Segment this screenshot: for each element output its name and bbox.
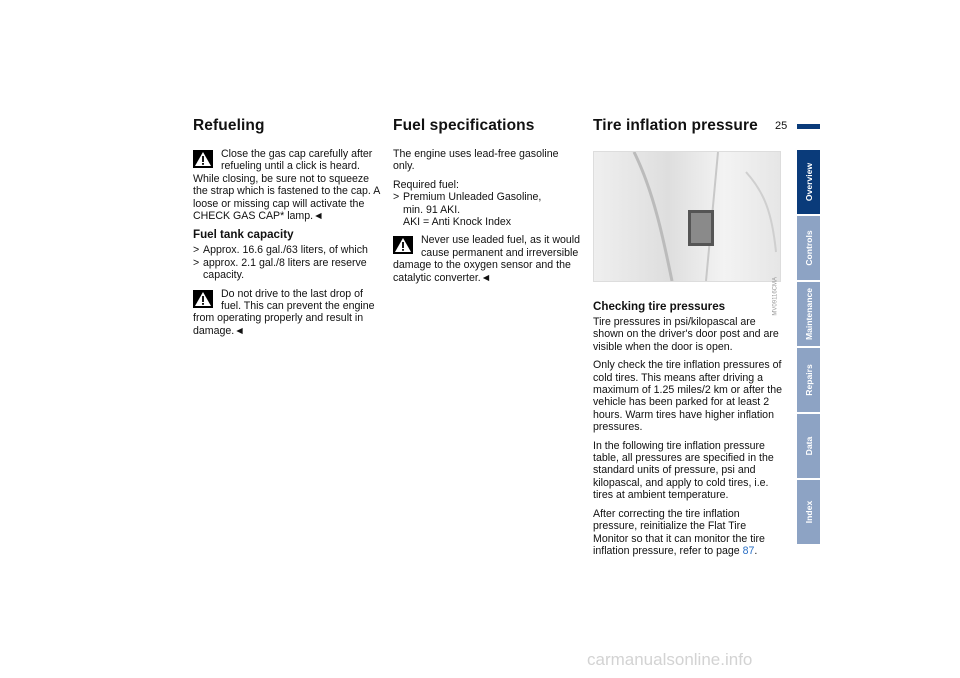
tire-paragraph: After correcting the tire inflation pressure, reinitialize the Flat Tire Monitor so that it can monitor the tire inflation pressure, refer to page 87. — [593, 507, 765, 557]
list-item: > approx. 2.1 gal./8 liters are reserve capacity. — [193, 256, 367, 282]
fuel-tank-capacity-title: Fuel tank capacity — [193, 228, 294, 242]
tab-overview[interactable]: Overview — [797, 150, 820, 214]
refueling-warning-text: Close the gas cap carefully after refueling until a click is heard. While closing, be sure not to squeeze the strap which is fastened to the cap. A loose or missing cap will activate the CHECK GAS CAP* lamp.◄ — [193, 148, 380, 223]
door-post-illustration — [594, 152, 780, 281]
warning-icon — [193, 290, 213, 308]
tab-data[interactable]: Data — [797, 414, 820, 478]
tab-controls[interactable]: Controls — [797, 216, 820, 280]
tire-title: Tire inflation pressure — [593, 117, 758, 134]
tab-repairs[interactable]: Repairs — [797, 348, 820, 412]
tire-column — [593, 116, 783, 148]
checking-tire-title: Checking tire pressures — [593, 300, 726, 313]
page-link[interactable]: 87 — [742, 544, 755, 557]
last-drop-warning — [193, 288, 383, 338]
watermark: carmanualsonline.info — [587, 650, 753, 669]
tire-paragraph: Only check the tire inflation pressures of cold tires. This means after driving a maximum of 1.25 miles/2 km or after the vehicle has been parked for at least 2 hours. Warm tires have higher inflation pressures. — [593, 359, 782, 434]
tire-paragraph: Tire pressures in psi/kilopascal are shown on the driver's door post and are visible when the door is open. — [593, 316, 779, 353]
list-item: > Approx. 16.6 gal./63 liters, of which — [193, 244, 368, 257]
required-fuel-list — [393, 191, 583, 228]
tab-maintenance[interactable]: Maintenance — [797, 282, 820, 346]
capacity-list — [193, 244, 383, 281]
refueling-warning — [193, 148, 383, 222]
tire-paragraph: In the following tire inflation pressure table, all pressures are specified in the standard units of pressure, psi and kilopascal, and apply to cold tires, i.e. tires at ambient temperature. — [593, 439, 774, 502]
checking-tire-section — [593, 296, 783, 563]
warning-icon — [393, 236, 413, 254]
fuel-spec-column — [393, 116, 583, 290]
warning-icon — [193, 150, 213, 168]
list-item: > Premium Unleaded Gasoline, min. 91 AKI. AKI = Anti Knock Index — [393, 191, 542, 229]
tab-index[interactable]: Index — [797, 480, 820, 544]
refueling-title: Refueling — [193, 117, 265, 134]
image-code: MV09116CMA — [773, 277, 779, 316]
leaded-fuel-warning — [393, 234, 583, 284]
fuel-spec-title: Fuel specifications — [393, 117, 535, 134]
required-fuel-label: Required fuel: — [393, 178, 459, 191]
last-drop-warning-text: Do not drive to the last drop of fuel. This can prevent the engine from operating properly and result in damage.◄ — [193, 287, 375, 337]
fuel-intro: The engine uses lead-free gasoline only. — [393, 148, 559, 173]
top-accent-bar — [797, 124, 820, 129]
refueling-column — [193, 116, 383, 343]
leaded-fuel-warning-text: Never use leaded fuel, as it would cause permanent and irreversible damage to the oxygen sensor and the catalytic converter.◄ — [393, 234, 580, 284]
section-tabs — [797, 150, 820, 546]
page-number: 25 — [775, 120, 788, 132]
